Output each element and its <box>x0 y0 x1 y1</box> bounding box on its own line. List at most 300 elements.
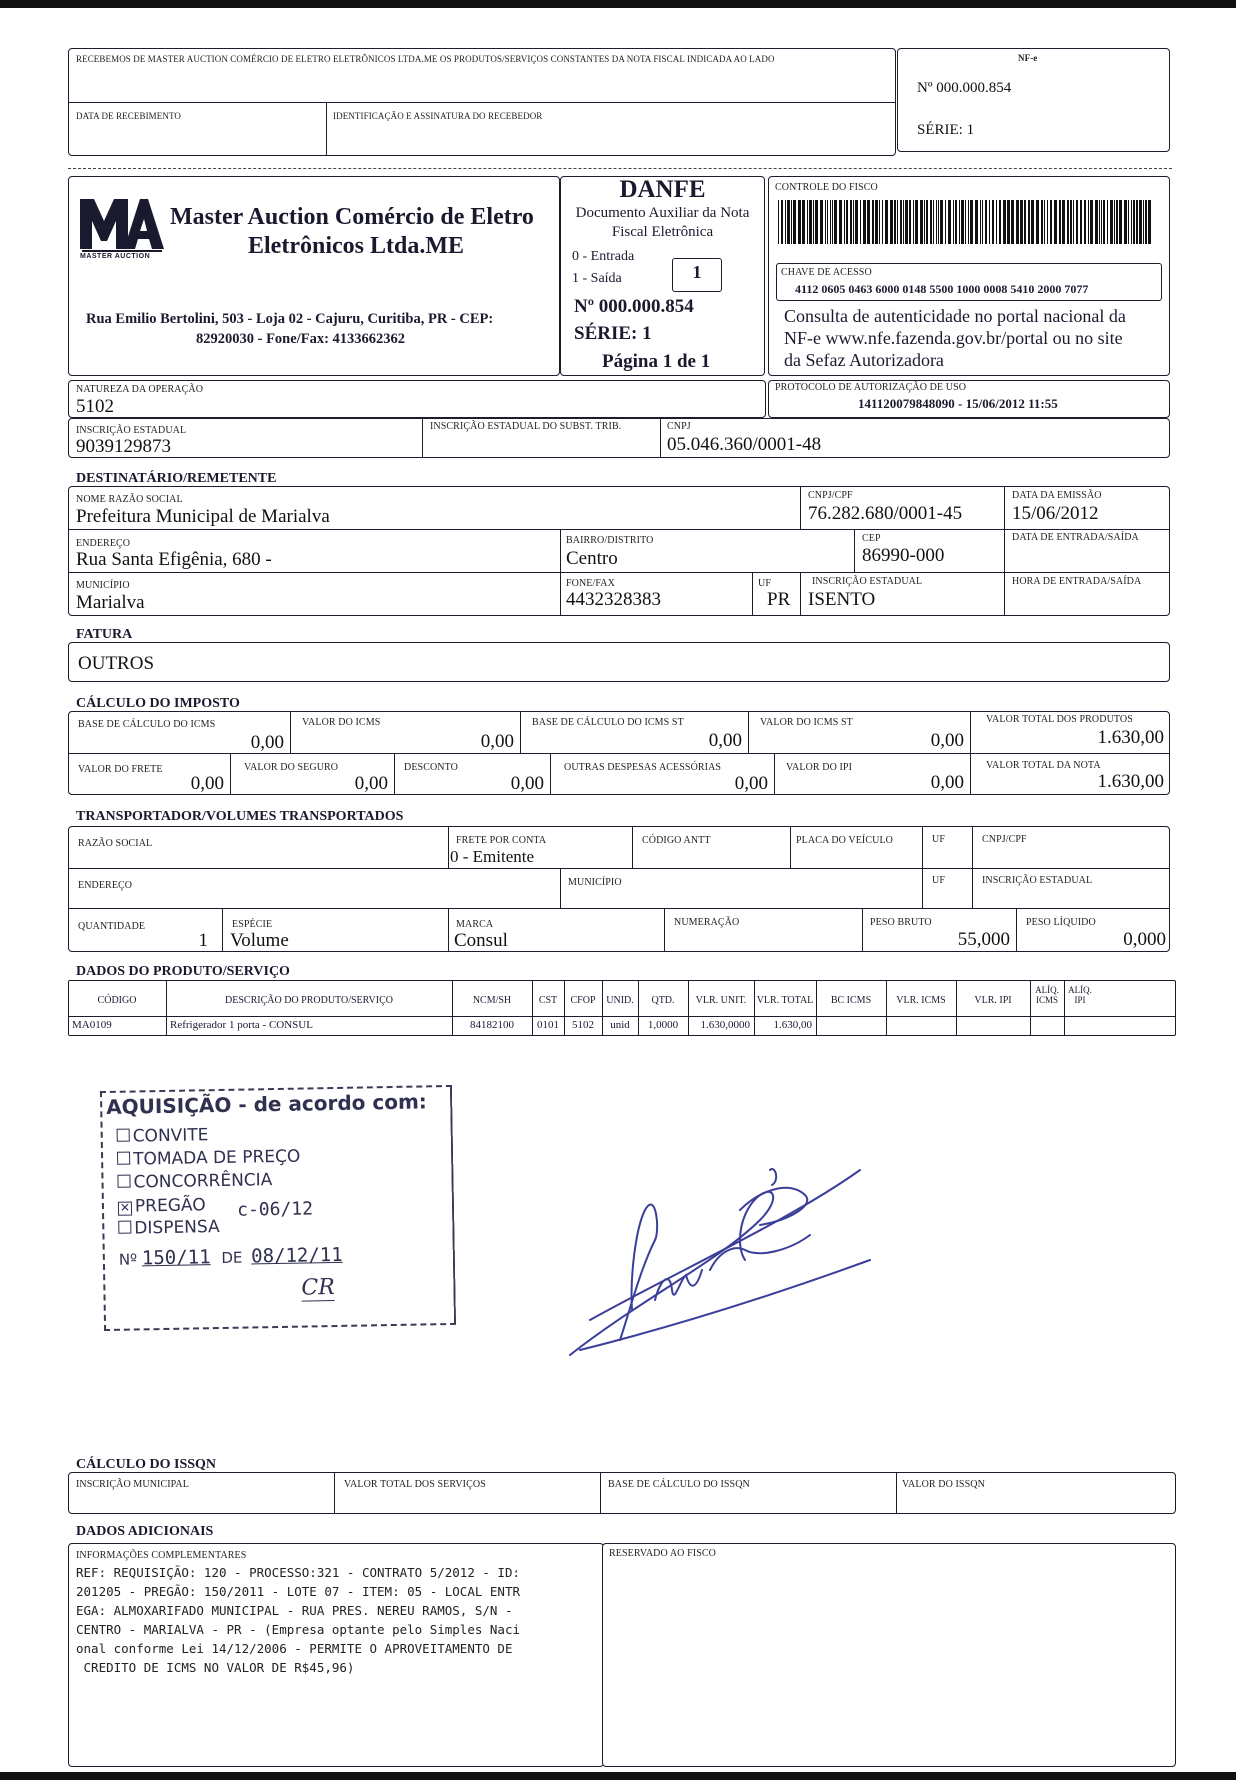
products-header-cell: ALÍQ. IPI <box>1068 985 1092 1005</box>
transport-row1-bottom <box>68 868 1170 869</box>
barcode-bar <box>1007 200 1010 244</box>
invoice-total-label: VALOR TOTAL DA NOTA <box>986 760 1101 771</box>
products-col-divider <box>638 980 639 1036</box>
barcode-bar <box>900 200 902 244</box>
products-header-cell: DESCRIÇÃO DO PRODUTO/SERVIÇO <box>225 995 393 1006</box>
barcode-bar <box>791 200 792 244</box>
receipt-divider <box>68 102 896 103</box>
barcode <box>778 200 1154 244</box>
barcode-bar <box>1088 200 1089 244</box>
barcode-bar <box>1076 200 1078 244</box>
products-col-divider <box>452 980 453 1036</box>
cut-line <box>68 168 1172 169</box>
cnpj-value: 05.046.360/0001-48 <box>667 434 822 455</box>
barcode-bar <box>959 200 960 244</box>
additional-info-line: 201205 - PREGÃO: 150/2011 - LOTE 07 - ITEM: 05 - LOCAL ENTR <box>76 1584 521 1599</box>
barcode-bar <box>1114 200 1115 244</box>
transport-v-uf <box>972 826 973 908</box>
barcode-bar <box>1041 200 1043 244</box>
barcode-bar <box>785 200 786 244</box>
barcode-bar <box>920 200 923 244</box>
products-header-cell: CFOP <box>570 995 596 1006</box>
products-section: DADOS DO PRODUTO/SERVIÇO <box>76 964 290 979</box>
consult-line2: NF-e www.nfe.fazenda.gov.br/portal ou no site <box>784 328 1123 348</box>
danfe-number: Nº 000.000.854 <box>574 296 694 317</box>
barcode-bar <box>1095 200 1098 244</box>
barcode-bar <box>860 200 861 244</box>
recipient-address-label: ENDEREÇO <box>76 538 131 549</box>
barcode-bar <box>894 200 896 244</box>
additional-info-line: EGA: ALMOXARIFADO MUNICIPAL - RUA PRES. NEREU RAMOS, S/N - <box>76 1603 513 1618</box>
ie-st-label: INSCRIÇÃO ESTADUAL DO SUBST. TRIB. <box>430 421 622 432</box>
stamp-option-concorrencia <box>117 1170 272 1193</box>
freight-label: VALOR DO FRETE <box>78 764 163 775</box>
products-header-cell: VLR. ICMS <box>896 995 946 1006</box>
carrier-cnpj-label: CNPJ/CPF <box>982 834 1027 845</box>
barcode-bar <box>1016 200 1019 244</box>
insurance-label: VALOR DO SEGURO <box>244 762 339 773</box>
barcode-bar <box>913 200 914 244</box>
protocol-value: 141120079848090 - 15/06/2012 11:55 <box>858 396 1058 411</box>
barcode-bar <box>1119 200 1122 244</box>
barcode-bar <box>1067 200 1069 244</box>
barcode-bar <box>989 200 990 244</box>
stamp-option-dispensa <box>118 1217 220 1239</box>
carrier-freight-label: FRETE POR CONTA <box>456 835 547 846</box>
issuer-address-line1: Rua Emilio Bertolini, 503 - Loja 02 - Cajuru, Curitiba, PR - CEP: <box>86 311 494 327</box>
product-row-cell: 1.630,00 <box>773 1019 812 1031</box>
barcode-bar <box>846 200 848 244</box>
barcode-bar <box>1128 200 1129 244</box>
danfe-exit: 1 - Saída <box>572 271 622 286</box>
fisco-control-label: CONTROLE DO FISCO <box>775 182 878 193</box>
insurance: 0,00 <box>354 773 388 794</box>
barcode-bar <box>1099 200 1100 244</box>
barcode-bar <box>1020 200 1023 244</box>
barcode-bar <box>820 200 823 244</box>
access-key-label: CHAVE DE ACESSO <box>781 267 872 278</box>
base-st-label: BASE DE CÁLCULO DO ICMS ST <box>532 717 684 728</box>
barcode-bar <box>879 200 880 244</box>
issqn-v2 <box>600 1472 601 1514</box>
products-col-divider <box>688 980 689 1036</box>
recipient-phone: 4432328383 <box>566 589 661 610</box>
stamp-initials: CR <box>301 1275 336 1301</box>
stamp-title: AQUISIÇÃO - de acordo com: <box>106 1089 428 1119</box>
checkbox-empty-icon <box>117 1175 130 1188</box>
issqn-section: CÁLCULO DO ISSQN <box>76 1457 217 1472</box>
barcode-bar <box>1124 200 1127 244</box>
barcode-bar <box>1054 200 1057 244</box>
volume-brand: Consul <box>454 930 508 951</box>
transport-row2-bottom <box>68 908 1170 909</box>
volume-gross-label: PESO BRUTO <box>870 917 932 928</box>
carrier-address-label: ENDEREÇO <box>78 880 133 891</box>
danfe-title: DANFE <box>619 176 706 203</box>
invoice-total: 1.630,00 <box>1097 771 1164 792</box>
tax-section: CÁLCULO DO IMPOSTO <box>76 696 240 711</box>
reserved-label: RESERVADO AO FISCO <box>609 1548 716 1559</box>
stamp-number-line <box>119 1244 343 1270</box>
product-row-cell: 1.630,0000 <box>700 1019 750 1031</box>
scan-border-top <box>0 0 1236 8</box>
barcode-bar <box>975 200 978 244</box>
barcode-bar <box>999 200 1001 244</box>
barcode-bar <box>798 200 801 244</box>
recipient-v-date <box>1004 486 1005 616</box>
recipient-phone-label: FONE/FAX <box>566 578 615 589</box>
recipient-uf: PR <box>767 589 791 610</box>
product-row-cell: Refrigerador 1 porta - CONSUL <box>170 1019 313 1031</box>
barcode-bar <box>1110 200 1113 244</box>
additional-info-label: INFORMAÇÕES COMPLEMENTARES <box>76 1550 247 1561</box>
danfe-entry: 0 - Entrada <box>572 249 635 264</box>
products-col-divider <box>532 980 533 1036</box>
transport-v-antt <box>790 826 791 868</box>
recipient-address: Rua Santa Efigênia, 680 - <box>76 549 272 570</box>
carrier-freight: 0 - Emitente <box>450 847 535 866</box>
product-row-cell: 84182100 <box>470 1019 514 1031</box>
nature-label: NATUREZA DA OPERAÇÃO <box>76 384 204 395</box>
barcode-bar <box>813 200 814 244</box>
recipient-ie: ISENTO <box>808 589 876 610</box>
recipient-name-label: NOME RAZÃO SOCIAL <box>76 494 183 505</box>
protocol-label: PROTOCOLO DE AUTORIZAÇÃO DE USO <box>775 382 967 393</box>
carrier-uf-label: UF <box>932 834 945 845</box>
consult-line3: da Sefaz Autorizadora <box>784 350 944 370</box>
transport-v-brand <box>664 908 665 952</box>
barcode-bar <box>1031 200 1034 244</box>
issqn-v3 <box>896 1472 897 1514</box>
recipient-section: DESTINATÁRIO/REMETENTE <box>76 471 277 486</box>
recipient-time-label: HORA DE ENTRADA/SAÍDA <box>1012 576 1142 587</box>
recipient-uf-label: UF <box>758 578 771 589</box>
issqn-services-label: VALOR TOTAL DOS SERVIÇOS <box>344 1479 486 1490</box>
stamp-opt1: CONVITE <box>132 1125 209 1147</box>
barcode-bar <box>1133 200 1135 244</box>
discount: 0,00 <box>510 773 544 794</box>
recipient-name: Prefeitura Municipal de Marialva <box>76 506 330 527</box>
barcode-bar <box>909 200 911 244</box>
products-col-divider <box>564 980 565 1036</box>
danfe-series: SÉRIE: 1 <box>574 323 652 344</box>
barcode-bar <box>807 200 808 244</box>
receipt-date-label: DATA DE RECEBIMENTO <box>76 111 182 121</box>
recipient-date: 15/06/2012 <box>1012 503 1099 524</box>
issqn-base-label: BASE DE CÁLCULO DO ISSQN <box>608 1479 750 1490</box>
product-row-cell: 0101 <box>537 1019 559 1031</box>
ipi: 0,00 <box>930 772 964 793</box>
recipient-cnpj: 76.282.680/0001-45 <box>808 503 963 524</box>
barcode-bar <box>897 200 898 244</box>
barcode-bar <box>1084 200 1086 244</box>
danfe-subtitle2: Fiscal Eletrônica <box>611 224 714 240</box>
barcode-bar <box>778 200 779 244</box>
carrier-uf2-label: UF <box>932 875 945 886</box>
checkbox-checked-icon: ✕ <box>119 1200 131 1215</box>
base-icms: 0,00 <box>250 732 284 753</box>
barcode-bar <box>1011 200 1014 244</box>
barcode-bar <box>1036 200 1039 244</box>
transport-section: TRANSPORTADOR/VOLUMES TRANSPORTADOS <box>76 809 404 824</box>
products-col-divider <box>754 980 755 1036</box>
base-st: 0,00 <box>708 730 742 751</box>
barcode-bar <box>1062 200 1065 244</box>
receipt-nfe-label: NF-e <box>1018 53 1038 63</box>
danfe-page: Página 1 de 1 <box>602 351 711 372</box>
tax-v1 <box>290 711 291 753</box>
products-total: 1.630,00 <box>1097 727 1164 748</box>
barcode-bar <box>965 200 966 244</box>
barcode-bar <box>924 200 925 244</box>
barcode-bar <box>938 200 939 244</box>
recipient-cnpj-label: CNPJ/CPF <box>808 490 853 501</box>
tax-v7 <box>550 753 551 795</box>
barcode-bar <box>850 200 852 244</box>
volume-qty-label: QUANTIDADE <box>78 921 146 932</box>
tax-v2 <box>520 711 521 753</box>
carrier-plate-label: PLACA DO VEÍCULO <box>796 835 893 846</box>
products-total-label: VALOR TOTAL DOS PRODUTOS <box>986 714 1133 725</box>
icms-st: 0,00 <box>930 730 964 751</box>
acquisition-stamp <box>100 1085 456 1331</box>
cnpj-label: CNPJ <box>667 421 691 432</box>
barcode-bar <box>1050 200 1052 244</box>
ipi-label: VALOR DO IPI <box>786 762 853 773</box>
barcode-bar <box>980 200 981 244</box>
volume-net-label: PESO LÍQUIDO <box>1026 917 1096 928</box>
barcode-bar <box>1028 200 1030 244</box>
stamp-num: 150/11 <box>141 1246 211 1270</box>
freight: 0,00 <box>190 773 224 794</box>
receipt-vdivider <box>326 102 327 156</box>
transport-v-gross <box>1016 908 1017 952</box>
product-row-cell: MA0109 <box>72 1019 112 1031</box>
barcode-bar <box>1139 200 1142 244</box>
recipient-city: Marialva <box>76 592 145 613</box>
recipient-date-label: DATA DA EMISSÃO <box>1012 490 1102 501</box>
barcode-bar <box>815 200 818 244</box>
barcode-bar <box>832 200 833 244</box>
volume-numbering-label: NUMERAÇÃO <box>674 917 740 928</box>
tax-v8 <box>774 753 775 795</box>
products-header-cell: VLR. UNIT. <box>695 995 747 1006</box>
barcode-bar <box>1116 200 1118 244</box>
barcode-bar <box>781 200 783 244</box>
barcode-bar <box>853 200 854 244</box>
other-label: OUTRAS DESPESAS ACESSÓRIAS <box>564 762 722 773</box>
additional-info-line: onal conforme Lei 14/12/2006 - PERMITE O APROVEITAMENTO DE <box>76 1641 513 1656</box>
barcode-bar <box>1107 200 1108 244</box>
carrier-name-label: RAZÃO SOCIAL <box>78 838 153 849</box>
handwritten-signature <box>560 1150 890 1370</box>
barcode-bar <box>948 200 951 244</box>
access-key: 4112 0605 0463 6000 0148 5500 1000 0008 5410 2000 7077 <box>795 282 1089 296</box>
recipient-v-cep <box>854 529 855 572</box>
barcode-bar <box>793 200 796 244</box>
barcode-bar <box>855 200 858 244</box>
invoice-box <box>68 642 1170 682</box>
barcode-bar <box>903 200 904 244</box>
recipient-v-ie <box>800 572 801 616</box>
recipient-entry-label: DATA DE ENTRADA/SAÍDA <box>1012 532 1139 543</box>
issqn-v1 <box>334 1472 335 1514</box>
barcode-bar <box>827 200 828 244</box>
barcode-bar <box>996 200 997 244</box>
barcode-bar <box>875 200 878 244</box>
barcode-bar <box>802 200 805 244</box>
transport-v-numbering <box>862 908 863 952</box>
barcode-bar <box>830 200 831 244</box>
danfe-type-value: 1 <box>692 262 702 282</box>
reserved-box <box>602 1543 1176 1767</box>
additional-section: DADOS ADICIONAIS <box>76 1524 214 1539</box>
barcode-bar <box>945 200 946 244</box>
barcode-bar <box>1047 200 1048 244</box>
tax-v4 <box>970 711 971 795</box>
stamp-opt4-note: c-06/12 <box>236 1198 314 1221</box>
base-icms-label: BASE DE CÁLCULO DO ICMS <box>78 719 216 730</box>
barcode-bar <box>839 200 842 244</box>
transport-v-freight <box>632 826 633 868</box>
volume-species: Volume <box>230 930 289 951</box>
stamp-opt3: CONCORRÊNCIA <box>133 1170 273 1193</box>
barcode-bar <box>940 200 943 244</box>
barcode-bar <box>1044 200 1045 244</box>
transport-v-name <box>448 826 449 868</box>
barcode-bar <box>930 200 932 244</box>
barcode-bar <box>1148 200 1151 244</box>
stamp-opt2: TOMADA DE PREÇO <box>132 1146 301 1170</box>
barcode-bar <box>872 200 874 244</box>
products-header-cell: NCM/SH <box>472 995 512 1006</box>
receipt-number: Nº 000.000.854 <box>917 80 1012 96</box>
logo-caption: MASTER AUCTION <box>80 253 151 260</box>
icms: 0,00 <box>480 731 514 752</box>
volume-gross: 55,000 <box>957 929 1010 950</box>
issuer-name-line2: Eletrônicos Ltda.ME <box>248 233 464 259</box>
receipt-header: RECEBEMOS DE MASTER AUCTION COMÉRCIO DE ELETRO ELETRÔNICOS LTDA.ME OS PRODUTOS/SERVIÇOS CONSTANTES DA NOTA FISCAL INDICADA AO LADO <box>76 54 775 64</box>
recipient-district-label: BAIRRO/DISTRITO <box>566 535 654 546</box>
checkbox-empty-icon <box>117 1152 130 1165</box>
recipient-cep: 86990-000 <box>862 545 945 566</box>
barcode-bar <box>890 200 893 244</box>
icms-label: VALOR DO ICMS <box>302 717 381 728</box>
barcode-bar <box>1070 200 1072 244</box>
ie-value: 9039129873 <box>76 436 171 457</box>
receipt-series: SÉRIE: 1 <box>917 122 975 138</box>
products-col-divider <box>602 980 603 1036</box>
products-col-divider <box>816 980 817 1036</box>
barcode-bar <box>1131 200 1132 244</box>
checkbox-empty-icon <box>117 1129 130 1142</box>
product-row-cell: 5102 <box>572 1019 594 1031</box>
stamp-opt4: PREGÃO <box>134 1195 206 1217</box>
nature-value: 5102 <box>76 396 114 417</box>
barcode-bar <box>905 200 908 244</box>
transport-v-qty <box>222 908 223 952</box>
barcode-bar <box>982 200 983 244</box>
recipient-v-addr <box>560 529 561 616</box>
barcode-bar <box>955 200 957 244</box>
recipient-v-uf <box>752 572 753 616</box>
additional-info-line: CENTRO - MARIALVA - PR - (Empresa optante pelo Simples Naci <box>76 1622 521 1637</box>
tax-v3 <box>748 711 749 753</box>
invoice-section: FATURA <box>76 627 133 642</box>
products-header-cell: UNID. <box>606 995 634 1006</box>
barcode-bar <box>1073 200 1074 244</box>
transport-v-city <box>560 868 561 908</box>
barcode-bar <box>844 200 845 244</box>
barcode-bar <box>968 200 969 244</box>
barcode-bar <box>825 200 826 244</box>
barcode-bar <box>867 200 870 244</box>
barcode-bar <box>1024 200 1026 244</box>
products-col-divider <box>956 980 957 1036</box>
volume-net: 0,000 <box>1123 929 1166 950</box>
recipient-district: Centro <box>566 548 618 569</box>
barcode-bar <box>882 200 883 244</box>
receipt-sign-label: IDENTIFICAÇÃO E ASSINATURA DO RECEBEDOR <box>333 111 543 121</box>
volume-species-label: ESPÉCIE <box>232 919 273 930</box>
recipient-city-label: MUNICÍPIO <box>76 580 130 591</box>
products-header-divider <box>68 1016 1176 1017</box>
products-header-cell: VLR. IPI <box>974 995 1012 1006</box>
stamp-de: DE <box>221 1248 243 1267</box>
ie-divider2 <box>660 418 661 458</box>
barcode-bar <box>1143 200 1144 244</box>
stamp-opt5: DISPENSA <box>134 1217 220 1239</box>
volume-qty: 1 <box>198 930 208 951</box>
barcode-bar <box>1103 200 1105 244</box>
carrier-antt-label: CÓDIGO ANTT <box>642 835 711 846</box>
barcode-bar <box>936 200 937 244</box>
barcode-bar <box>863 200 866 244</box>
issqn-im-label: INSCRIÇÃO MUNICIPAL <box>76 1479 189 1490</box>
barcode-bar <box>1080 200 1082 244</box>
additional-info-line: CREDITO DE ICMS NO VALOR DE R$45,96) <box>76 1660 355 1675</box>
invoice-value: OUTROS <box>78 653 155 674</box>
volume-brand-label: MARCA <box>456 919 494 930</box>
barcode-bar <box>985 200 987 244</box>
recipient-v-name <box>800 486 801 529</box>
barcode-bar <box>992 200 994 244</box>
products-col-divider <box>886 980 887 1036</box>
scan-border-bottom <box>0 1772 1236 1780</box>
additional-info-line: REF: REQUISIÇÃO: 120 - PROCESSO:321 - CONTRATO 5/2012 - ID: <box>76 1565 521 1580</box>
stamp-option-pregao <box>118 1192 314 1221</box>
barcode-bar <box>1101 200 1102 244</box>
barcode-bar <box>915 200 918 244</box>
ie-label: INSCRIÇÃO ESTADUAL <box>76 425 187 436</box>
issuer-address-line2: 82920030 - Fone/Fax: 4133662362 <box>196 331 406 347</box>
consult-line1: Consulta de autenticidade no portal nacional da <box>784 306 1126 326</box>
transport-v-species <box>448 908 449 952</box>
products-header-cell: QTD. <box>651 995 675 1006</box>
barcode-bar <box>1003 200 1006 244</box>
recipient-cep-label: CEP <box>862 533 881 544</box>
checkbox-empty-icon <box>118 1221 131 1234</box>
barcode-bar <box>809 200 812 244</box>
danfe-subtitle1: Documento Auxiliar da Nota <box>575 205 750 221</box>
barcode-bar <box>961 200 964 244</box>
stamp-option-tomada <box>117 1147 301 1170</box>
products-header-cell: ALÍQ. ICMS <box>1035 985 1059 1005</box>
products-header-cell: BC ICMS <box>830 995 872 1006</box>
issuer-name-line1: Master Auction Comércio de Eletro <box>170 204 534 230</box>
barcode-bar <box>834 200 837 244</box>
product-row-cell: 1,0000 <box>647 1019 679 1031</box>
